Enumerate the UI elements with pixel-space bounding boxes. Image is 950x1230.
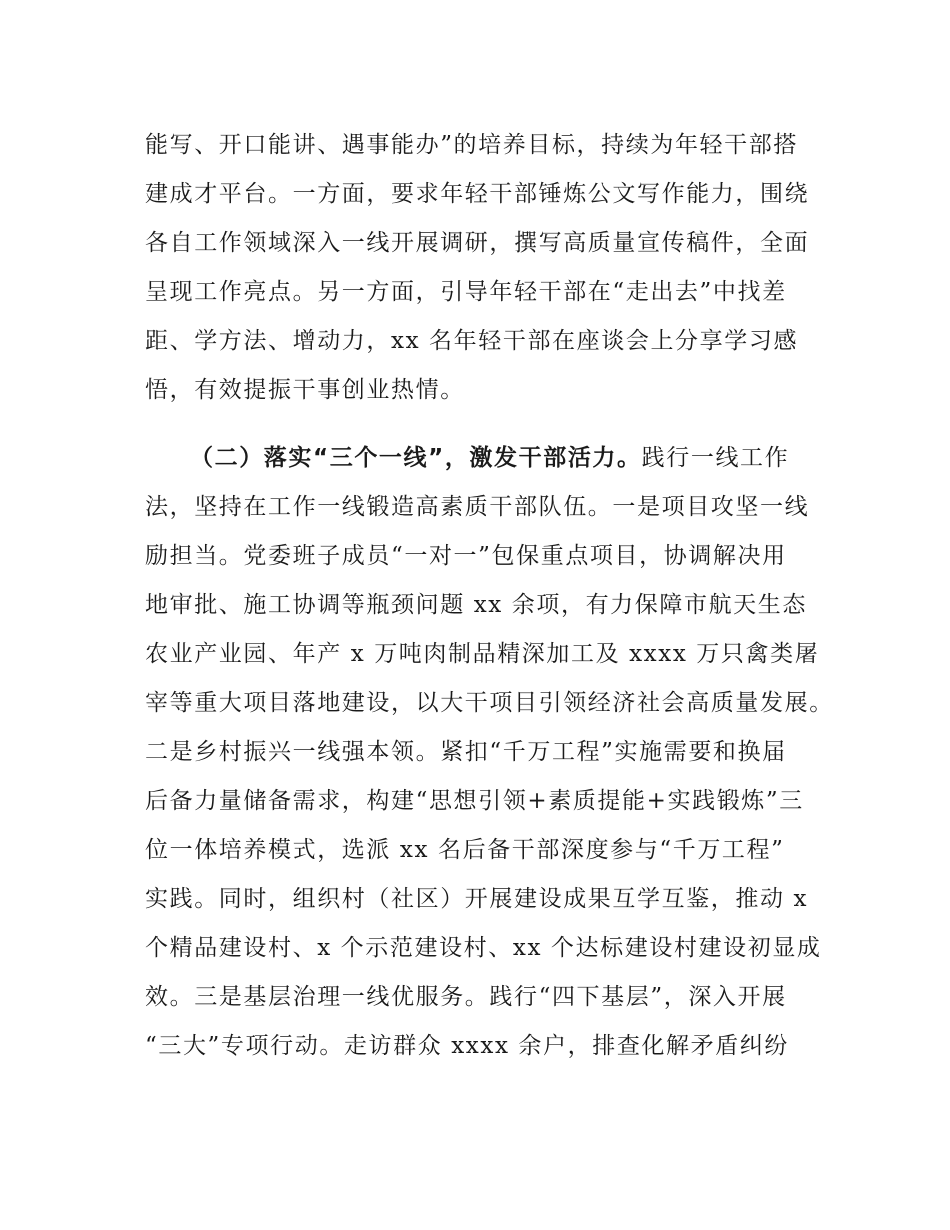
section-heading: （二）落实“三个一线”，激发干部活力。 — [190, 445, 642, 471]
text-line: 宰等重大项目落地建设，以大干项目引领经济社会高质量发展。 — [145, 690, 834, 716]
text-line: 建成才平台。一方面，要求年轻干部锤炼公文写作能力，围绕 — [145, 181, 810, 207]
text-line: 实践。同时，组织村（社区）开展建设成果互学互鉴，推动 x — [145, 886, 809, 912]
text-line: 效。三是基层治理一线优服务。践行“四下基层”，深入开展 — [145, 984, 787, 1010]
text-line: 能写、开口能讲、遇事能办”的培养目标，持续为年轻干部搭 — [145, 132, 798, 158]
text-line: 二是乡村振兴一线强本领。紧扣“千万工程”实施需要和换届 — [145, 739, 787, 765]
text-line: 位一体培养模式，选派 xx 名后备干部深度参与“千万工程” — [145, 837, 785, 863]
text-line: 呈现工作亮点。另一方面，引导年轻干部在“走出去”中找差 — [145, 279, 787, 305]
paragraph-first-line — [190, 438, 880, 478]
text-line: 个精品建设村、x 个示范建设村、xx 个达标建设村建设初显成 — [145, 935, 822, 961]
text-line: 距、学方法、增动力，xx 名年轻干部在座谈会上分享学习感 — [145, 328, 799, 354]
text-line: 农业产业园、年产 x 万吨肉制品精深加工及 xxxx 万只禽类屠 — [145, 641, 820, 667]
heading-continuation: 践行一线工作 — [641, 445, 790, 471]
text-line: 后备力量储备需求，构建“思想引领+素质提能+实践锻炼”三 — [145, 788, 804, 814]
text-line: 各自工作领域深入一线开展调研，撰写高质量宣传稿件，全面 — [145, 230, 810, 256]
text-line: 地审批、施工协调等瓶颈问题 xx 余项，有力保障市航天生态 — [145, 592, 807, 618]
text-line: 悟，有效提振干事创业热情。 — [145, 377, 465, 403]
text-line: “三大”专项行动。走访群众 xxxx 余户，排查化解矛盾纠纷 — [145, 1033, 790, 1059]
text-line: 法，坚持在工作一线锻造高素质干部队伍。一是项目攻坚一线 — [145, 494, 810, 520]
text-line: 励担当。党委班子成员“一对一”包保重点项目，协调解决用 — [145, 543, 787, 569]
